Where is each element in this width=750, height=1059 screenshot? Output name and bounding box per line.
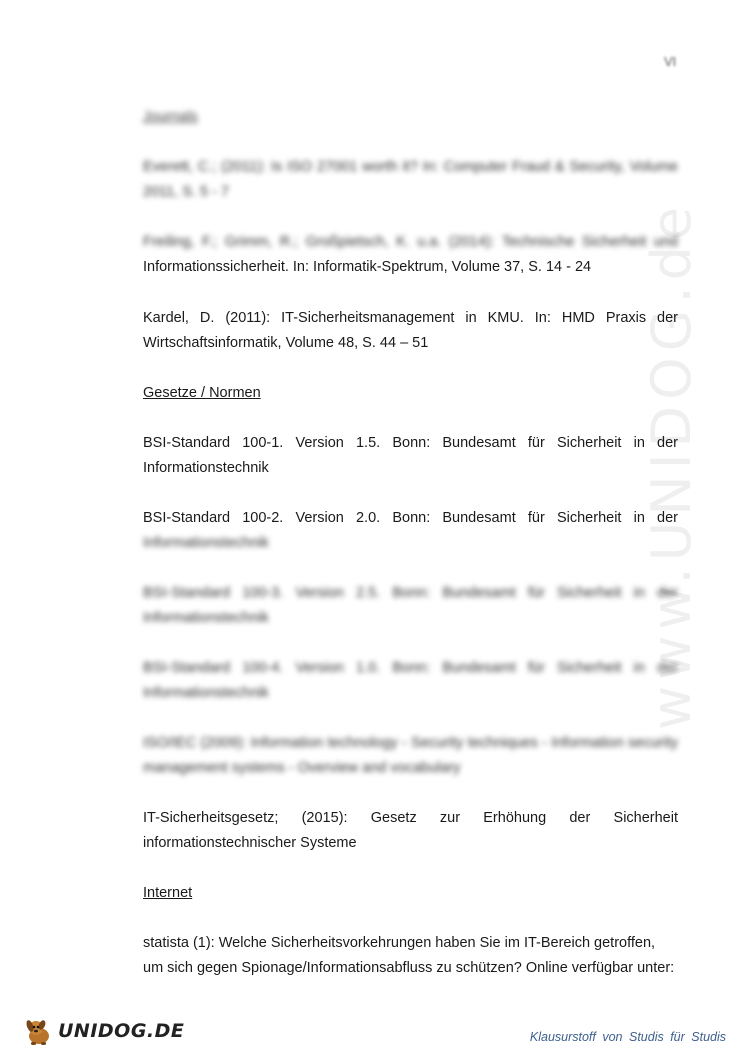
internet-heading: Internet <box>143 885 193 901</box>
internet-1-line-1: statista (1): Welche Sicherheitsvorkehrungen haben Sie im IT-Bereich getroffen, <box>143 935 656 951</box>
law-entry-4 <box>143 656 678 706</box>
journal-entry-3 <box>143 306 678 356</box>
watermark: www.UNIDOG.de <box>640 200 703 730</box>
law-entry-1 <box>143 431 678 481</box>
law-entry-5 <box>143 731 678 781</box>
law-5-line-1: ISO/IEC (2009): Information technology - Security techniques - Information security <box>143 735 678 751</box>
journal-3-line-2: Wirtschaftsinformatik, Volume 48, S. 44 – 51 <box>143 335 429 351</box>
unidog-logo <box>22 1016 184 1046</box>
law-6-line-2: informationstechnischer Systeme <box>143 835 357 851</box>
law-3-line-1: BSI-Standard 100-3. Version 2.5. Bonn: Bundesamt für Sicherheit in der <box>143 585 678 601</box>
law-4-line-2: Informationstechnik <box>143 685 269 701</box>
journal-2-line-2: Informationssicherheit. In: Informatik-Spektrum, Volume 37, S. 14 - 24 <box>143 259 592 275</box>
journal-1-line-2: 2011, S. 5 - 7 <box>143 184 229 200</box>
laws-heading: Gesetze / Normen <box>143 385 261 401</box>
page-number: VI <box>664 54 677 69</box>
law-1-line-1: BSI-Standard 100-1. Version 1.5. Bonn: Bundesamt für Sicherheit in der <box>143 435 678 451</box>
journal-entry-1 <box>143 155 678 205</box>
law-2-line-1: BSI-Standard 100-2. Version 2.0. Bonn: Bundesamt für Sicherheit in der <box>143 510 678 526</box>
footer-tagline: Klausurstoff von Studis für Studis <box>529 1030 726 1044</box>
law-2-line-2: Informationstechnik <box>143 535 269 551</box>
law-4-line-1: BSI-Standard 100-4. Version 1.0. Bonn: Bundesamt für Sicherheit in der <box>143 660 678 676</box>
law-entry-3 <box>143 581 678 631</box>
journal-3-line-1: Kardel, D. (2011): IT-Sicherheitsmanagement in KMU. In: HMD Praxis der <box>143 310 678 326</box>
law-entry-6 <box>143 806 678 856</box>
journal-2-line-1: Freiling, F.; Grimm, R.; Großpietsch, K. u.a. (2014): Technische Sicherheit und <box>143 234 678 250</box>
law-1-line-2: Informationstechnik <box>143 460 269 476</box>
journal-entry-2 <box>143 230 678 280</box>
internet-1-line-2: um sich gegen Spionage/Informationsabfluss zu schützen? Online verfügbar unter: <box>143 960 675 976</box>
journals-heading: Journals <box>143 109 198 125</box>
journal-1-line-1: Everett, C.; (2011): Is ISO 27001 worth it? In: Computer Fraud & Security, Volume <box>143 159 678 175</box>
law-3-line-2: Informationstechnik <box>143 610 269 626</box>
dog-mascot-icon <box>22 1016 56 1046</box>
logo-text: UNIDOG.DE <box>58 1020 185 1042</box>
internet-entry-1 <box>143 931 678 981</box>
law-entry-2 <box>143 506 678 556</box>
law-5-line-2: management systems - Overview and vocabulary <box>143 760 461 776</box>
law-6-line-1: IT-Sicherheitsgesetz; (2015): Gesetz zur Erhöhung der Sicherheit <box>143 810 678 826</box>
